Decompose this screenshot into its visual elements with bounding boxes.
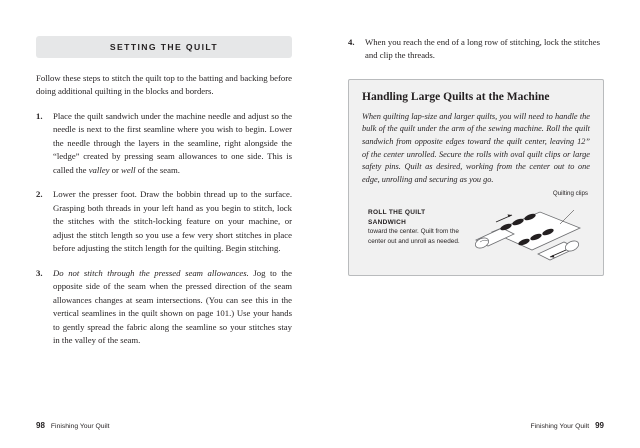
right-page bbox=[320, 0, 640, 448]
sidebar-box bbox=[348, 79, 604, 276]
step-number: 3. bbox=[36, 267, 43, 278]
footer-left bbox=[36, 421, 109, 430]
list-item bbox=[348, 36, 604, 63]
page-number: 98 bbox=[36, 421, 45, 430]
footer-right bbox=[531, 421, 604, 430]
step-text: Do not stitch through the pressed seam allowances. Jog to the opposite side of the seam when the pressed direction of the seam allowances changes at seam intersections. (You can see this in the vertical seamlines in the quilt shown on page 101.) Use your hands to gently spread the fabric along the seamline so your stitches stay in the valley of the seam. bbox=[53, 267, 292, 346]
step-number: 2. bbox=[36, 189, 43, 200]
callout-body: toward the center. Quilt from the center out and unroll as needed. bbox=[368, 228, 460, 245]
step-text: When you reach the end of a long row of stitching, lock the stitches and clip the threads. bbox=[365, 37, 600, 61]
footer-title: Finishing Your Quilt bbox=[530, 423, 590, 430]
sidebar-title: Handling Large Quilts at the Machine bbox=[362, 90, 550, 103]
step-number: 4. bbox=[348, 37, 355, 47]
step-number: 1. bbox=[36, 110, 43, 121]
quilting-clips-label: Quilting clips bbox=[552, 190, 588, 198]
section-header-bar bbox=[36, 36, 292, 58]
step-text: Place the quilt sandwich under the machine needle and adjust so the needle is next to the first seamline where you wish to begin. Lower the needle through the layers in the seamline, right alongside the “ledge” created by pressing seam allowances to one side. This is called the valley or well of the seam. bbox=[53, 110, 292, 175]
sidebar-body: When quilting lap-size and larger quilts, you will need to handle the bulk of the quilt under the arm of the sewing machine. Roll the quilt sandwich from opposite edges toward the quilt center, leaving 12” of the center unrolled. Secure the rolls with oval quilt clips or large safety pins. Quilt as desired, working from the center out to one edge, unrolling and securing as you go. bbox=[362, 111, 590, 184]
footer-title: Finishing Your Quilt bbox=[50, 423, 110, 430]
page-number: 99 bbox=[595, 421, 604, 430]
callout-heading: ROLL THE QUILT SANDWICH bbox=[368, 209, 426, 226]
step-text: Lower the presser foot. Draw the bobbin thread up to the surface. Grasping both threads in your left hand as you begin to stitch, lock the stitches with the stitch-locking feature on your machine, or adjust the stitch length so you use a few very short stitches in place before adjusting the stitch length for the quilting. Begin stitching. bbox=[53, 189, 292, 254]
rolled-quilt-illustration bbox=[462, 202, 590, 264]
list-item bbox=[36, 110, 292, 177]
steps-list bbox=[36, 110, 292, 348]
list-item bbox=[36, 267, 292, 348]
callout-text bbox=[368, 208, 460, 245]
section-header-title: SETTING THE QUILT bbox=[109, 42, 219, 52]
intro-paragraph: Follow these steps to stitch the quilt top to the batting and backing before doing additional quilting in the blocks and borders. bbox=[36, 73, 292, 97]
illustration-row bbox=[362, 190, 590, 262]
list-item bbox=[36, 188, 292, 255]
